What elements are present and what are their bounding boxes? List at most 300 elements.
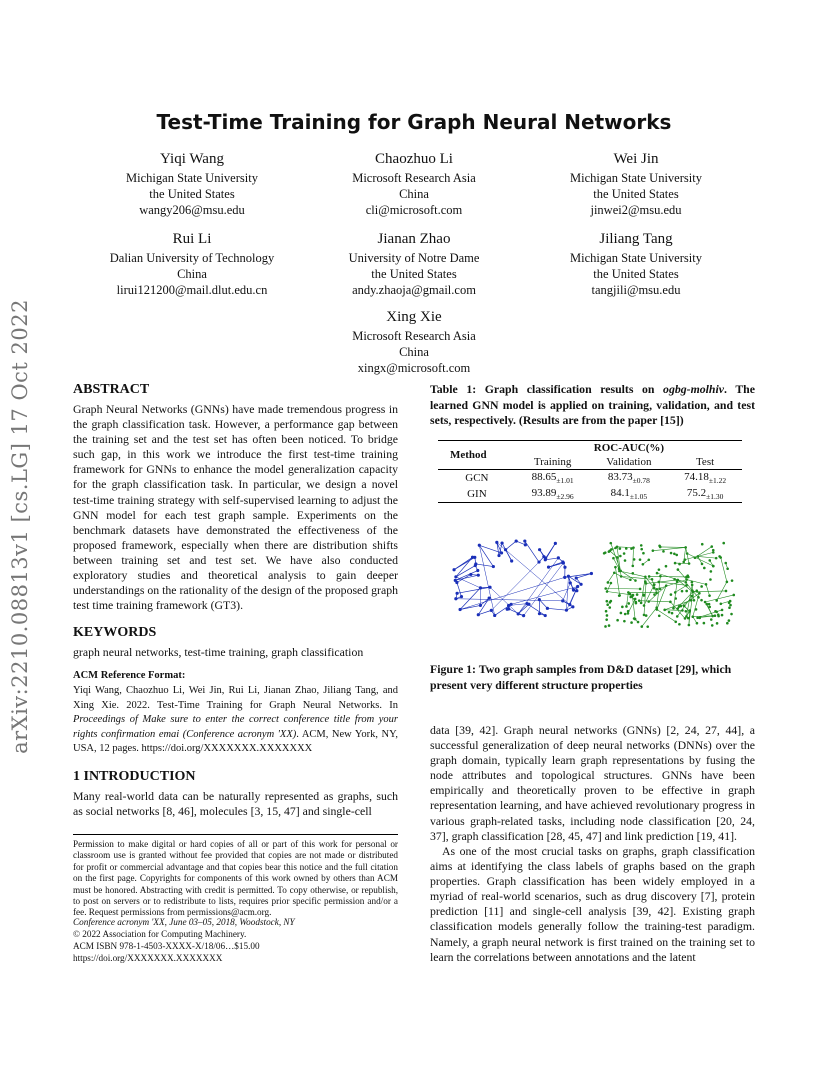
graph-node [701, 543, 704, 546]
graph-node [619, 547, 622, 550]
graph-node [640, 544, 643, 547]
graph-node [606, 614, 609, 617]
graph-node [639, 588, 642, 591]
graph-node [642, 563, 645, 566]
graph-node [640, 625, 643, 628]
graph-node [647, 600, 650, 603]
graph-node [710, 570, 713, 573]
graph-node [527, 603, 530, 606]
graph-node [705, 603, 708, 606]
author-name: Jiliang Tang [599, 231, 673, 247]
graph-node [479, 604, 482, 607]
graph-node [614, 547, 617, 550]
author-name: Wei Jin [613, 151, 659, 167]
graph-node [729, 604, 732, 607]
graph-node [515, 539, 518, 542]
graph-edge [657, 586, 666, 610]
graph-node [561, 599, 564, 602]
cell [516, 470, 590, 487]
graph-node [625, 605, 628, 608]
graph-node [674, 591, 677, 594]
graph-node [665, 565, 668, 568]
arxiv-stamp [0, 291, 40, 761]
cell [590, 486, 669, 503]
graph-node [608, 624, 611, 627]
author-name: Chaozhuo Li [375, 151, 453, 167]
graph-node [711, 615, 714, 618]
author-affiliation: Dalian University of Technology [109, 251, 275, 265]
table-row [438, 486, 742, 503]
graph-node [703, 567, 706, 570]
col-header: Training [516, 455, 590, 470]
graph-node [674, 562, 677, 565]
graph-node [715, 599, 718, 602]
graph-node [705, 583, 708, 586]
graph-edge [478, 610, 491, 614]
graph-node [625, 547, 628, 550]
graph-node [605, 610, 608, 613]
author-country: China [399, 345, 429, 359]
author-email: xingx@microsoft.com [357, 361, 471, 375]
graph-node [554, 542, 557, 545]
keywords-heading: KEYWORDS [73, 625, 157, 640]
graph-node [610, 582, 613, 585]
arxiv-stamp-text: arXiv:2210.08813v1 [cs.LG] 17 Oct 2022 [8, 298, 32, 754]
graph-node [572, 589, 575, 592]
graph-node [636, 593, 639, 596]
cell [668, 470, 742, 487]
graph-node [687, 617, 690, 620]
graph-node [685, 584, 688, 587]
graph-node [714, 614, 717, 617]
graph-node [640, 602, 643, 605]
graph-node [624, 559, 627, 562]
caption-part: . The learned GNN model is applied on training, validation, and test sets, respectively. (Results are from the paper [15]) [430, 382, 755, 427]
graph-node [568, 603, 571, 606]
cell-std: ±2.96 [556, 492, 574, 502]
graph-node [632, 572, 635, 575]
author-name: Yiqi Wang [160, 151, 224, 167]
graph-node [662, 550, 665, 553]
introduction-heading: 1 INTRODUCTION [73, 769, 196, 784]
author-affiliation: Microsoft Research Asia [352, 171, 476, 185]
graph-node [506, 608, 509, 611]
graph-node [642, 552, 645, 555]
graph-edge [506, 541, 517, 550]
cell-std: ±1.01 [556, 476, 574, 486]
isbn-line: ACM ISBN 978-1-4503-XXXX-X/18/06…$15.00 [73, 941, 260, 951]
graph-node [604, 587, 607, 590]
graph-node [657, 581, 660, 584]
author-affiliation: Michigan State University [126, 171, 258, 185]
graph-node [701, 563, 704, 566]
cell [590, 470, 669, 487]
graph-node [720, 602, 723, 605]
graph-node [537, 560, 540, 563]
paper-title: Test-Time Training for Graph Neural Networks [156, 110, 672, 134]
graph-node [488, 597, 491, 600]
graph-node [629, 578, 632, 581]
graph-node [635, 602, 638, 605]
graph-node [717, 613, 720, 616]
author-block [294, 150, 534, 218]
graph-node [728, 606, 731, 609]
author-email: cli@microsoft.com [365, 203, 463, 217]
graph-node [627, 602, 630, 605]
cell-std: ±1.22 [708, 476, 727, 486]
table-caption [430, 382, 755, 429]
graph-node [608, 550, 611, 553]
graph-node [624, 613, 627, 616]
graph-node [469, 573, 472, 576]
graph-node [478, 544, 481, 547]
graph-node [686, 552, 689, 555]
graph-node [656, 572, 659, 575]
graph-node [663, 609, 666, 612]
graph-node [538, 612, 541, 615]
graph-node [685, 578, 688, 581]
author-block [72, 230, 312, 298]
author-country: the United States [593, 187, 679, 201]
author-country: the United States [371, 267, 457, 281]
graph-edge [639, 601, 670, 602]
graph-node [623, 620, 626, 623]
graph-edge [698, 556, 716, 558]
graph-node [691, 615, 694, 618]
graph-node [698, 592, 701, 595]
graph-node [634, 618, 637, 621]
graph-node [715, 557, 718, 560]
graph-node [653, 587, 656, 590]
graph-node [716, 622, 719, 625]
graph-node [479, 586, 482, 589]
graph-node [722, 542, 725, 545]
graph-node [670, 552, 673, 555]
graph-node [684, 558, 687, 561]
graph-node [681, 590, 684, 593]
graph-node [454, 579, 457, 582]
graph-node [473, 556, 476, 559]
graph-node [575, 576, 578, 579]
graph-edge [497, 542, 570, 604]
graph-edge [607, 583, 611, 592]
graph-node [670, 593, 673, 596]
graph-node [729, 600, 732, 603]
graph-edge [673, 582, 677, 609]
graph-edge [665, 610, 683, 611]
graph-node [656, 588, 659, 591]
graph-node [724, 562, 727, 565]
col-header: Test [668, 455, 742, 470]
author-affiliation: Microsoft Research Asia [352, 329, 476, 343]
graph-node [646, 625, 649, 628]
graph-node [697, 596, 700, 599]
author-block [72, 150, 312, 218]
graph-edge [524, 563, 564, 616]
graph-node [674, 597, 677, 600]
graph-node [725, 590, 728, 593]
graph-node [517, 612, 520, 615]
doi-line: https://doi.org/XXXXXXX.XXXXXXX [73, 953, 223, 963]
graph-node [684, 617, 687, 620]
graph-node [691, 589, 694, 592]
author-country: the United States [149, 187, 235, 201]
graph-node [455, 592, 458, 595]
author-block [294, 230, 534, 298]
graph-node [606, 590, 609, 593]
graph-node [648, 559, 651, 562]
graph-edge [456, 577, 480, 588]
graph-node [634, 598, 637, 601]
graph-node [682, 561, 685, 564]
introduction-text-right-cont: As one of the most crucial tasks on graphs, graph classification aims at identifying the class labels of graphs based on the graph properties. Graph classification has been widely employed in a myriad of real-world scenarios, such as drug discovery [7], protein prediction [11] and single-cell analysis [39, 42]. Existing graph classification models generally follow the training-test paradigm. Namely, a graph neural network is first trained on the training set to learn the correlations between annotations and the latent [430, 844, 755, 964]
graph-node [563, 576, 566, 579]
graph-node [605, 618, 608, 621]
cell-value: 84.1 [610, 487, 630, 500]
graph-node [616, 619, 619, 622]
graph-node [655, 606, 658, 609]
copyright-line: © 2022 Association for Computing Machinery. [73, 929, 247, 939]
author-affiliation: Michigan State University [570, 251, 702, 265]
graph-node [704, 601, 707, 604]
graph-edge [476, 564, 493, 567]
graph-edge [644, 583, 646, 615]
graph-node [665, 584, 668, 587]
graph-node [557, 556, 560, 559]
graph-node [675, 554, 678, 557]
caption-part: Table 1: Graph classification results on [430, 382, 664, 396]
graph-node [567, 575, 570, 578]
graph-node [677, 568, 680, 571]
graph-edge [563, 583, 571, 601]
col-group: ROC-AUC(%) [593, 442, 665, 454]
graph-node [688, 610, 691, 613]
graph-node [640, 548, 643, 551]
graph-node [643, 594, 646, 597]
author-country: the United States [593, 267, 679, 281]
graph-node [652, 549, 655, 552]
graph-node [708, 603, 711, 606]
graph-node [697, 555, 700, 558]
graph-node [621, 606, 624, 609]
graph-node [685, 581, 688, 584]
graph-edge [646, 580, 678, 583]
graph-edge [539, 600, 547, 609]
graph-node [731, 579, 734, 582]
graph-node [687, 576, 690, 579]
graph-node [565, 609, 568, 612]
col-header: Validation [590, 455, 669, 470]
author-country: China [177, 267, 207, 281]
graph-node [659, 587, 662, 590]
graph-node [696, 616, 699, 619]
permission-notice: Permission to make digital or hard copies of all or part of this work for personal or classroom use is granted without fee provided that copies are not made or distributed for profit or commercial advantage and that copies bear this notice and the full citation on the first page. Copyrights for components of this work owned by others than ACM must be honored. Abstracting with credit is permitted. To copy otherwise, or republish, to post on servers or to redistribute to lists, requires prior specific permission and/or a fee. Request permissions from permissions@acm.org. [73, 839, 398, 918]
author-affiliation: Michigan State University [570, 171, 702, 185]
graph-node [522, 614, 525, 617]
graph-node [633, 558, 636, 561]
abstract-text: Graph Neural Networks (GNNs) have made tremendous progress in the graph classification task. However, a performance gap between the training set and the test set has often been noticed. To bridge such gap, in this work we introduce the first test-time training framework for GNNs to enhance the model generalization capacity for the graph classification task. In particular, we design a novel test-time training strategy with self-supervised learning to adjust the GNN model for each test graph sample. Experiments on the benchmark datasets have demonstrated the effectiveness of the proposed framework, especially when there are distribution shifts between training set and test set. We have also conducted exploratory studies and theoretical analysis to gain deeper understandings on the rationality of the design of the proposed graph test time training framework (GT3). [73, 402, 398, 613]
graph-node [590, 572, 593, 575]
cell-std: ±0.78 [632, 476, 650, 486]
graph-node [500, 541, 503, 544]
footnote-rule [73, 834, 398, 835]
graph-node [492, 565, 495, 568]
graph-node [644, 580, 647, 583]
graph-node [504, 548, 507, 551]
graph-edge [456, 599, 563, 601]
graph-node [694, 556, 697, 559]
author-email: andy.zhaoja@gmail.com [352, 283, 476, 297]
graph-node [630, 621, 633, 624]
introduction-text-left: Many real-world data can be naturally represented as graphs, such as social networks [8, 46], molecules [3, 15, 47] and single-cell [73, 789, 398, 819]
graph-node [669, 601, 672, 604]
graph-node [715, 611, 718, 614]
graph-node [538, 548, 541, 551]
graph-edge [610, 551, 618, 558]
cell-value: 74.18 [684, 471, 709, 483]
row-method: GIN [467, 488, 487, 501]
graph-edge [545, 558, 558, 560]
graph-node [623, 552, 626, 555]
graph-edge [457, 587, 490, 593]
graph-node [681, 609, 684, 612]
graph-node [460, 595, 463, 598]
cell [516, 486, 590, 503]
graph-node [634, 579, 637, 582]
cell-value: 93.89 [531, 487, 557, 500]
graph-node [616, 556, 619, 559]
graph-node [712, 549, 715, 552]
graph-node [691, 584, 694, 587]
graph-node [653, 584, 656, 587]
graph-node [728, 619, 731, 622]
author-name: Jianan Zhao [377, 231, 451, 247]
graph-node [712, 565, 715, 568]
graph-node [721, 609, 724, 612]
graph-edge [678, 570, 687, 580]
graph-node [700, 585, 703, 588]
author-country: China [399, 187, 429, 201]
author-email: wangy206@msu.edu [139, 203, 245, 217]
figure-caption: Figure 1: Two graph samples from D&D dataset [29], which present very different structure properties [430, 662, 732, 692]
graph-node [695, 608, 698, 611]
conference-line: Conference acronym 'XX, June 03–05, 2018, Woodstock, NY [73, 917, 295, 927]
graph-edge [525, 541, 539, 562]
graph-node [627, 612, 630, 615]
graph-node [673, 578, 676, 581]
graph-node [544, 614, 547, 617]
graph-node [730, 613, 733, 616]
graph-node [452, 568, 455, 571]
graph-node [643, 614, 646, 617]
graph-node [606, 603, 609, 606]
graph-edge [547, 608, 566, 610]
graph-node [618, 570, 621, 573]
graph-node [695, 589, 698, 592]
graph-node [710, 545, 713, 548]
graph-node [609, 542, 612, 545]
graph-node [676, 607, 679, 610]
graph-sample-left [438, 530, 598, 640]
row-method: GCN [465, 472, 489, 485]
graph-node [721, 614, 724, 617]
graph-node [488, 586, 491, 589]
cell-value: 83.73 [607, 471, 633, 483]
graph-node [648, 575, 651, 578]
author-name: Rui Li [172, 231, 212, 247]
graph-node [732, 594, 735, 597]
graph-node [603, 552, 606, 555]
graph-node [683, 605, 686, 608]
graph-node [658, 568, 661, 571]
graph-node [726, 581, 729, 584]
author-email: lirui121200@mail.dlut.edu.cn [116, 283, 268, 297]
graph-node [579, 583, 582, 586]
graph-node [655, 591, 658, 594]
graph-edge [608, 573, 614, 583]
graph-node [703, 622, 706, 625]
graph-node [708, 594, 711, 597]
graph-node [631, 565, 634, 568]
graph-edge [518, 604, 529, 614]
graph-node [673, 553, 676, 556]
author-affiliation: University of Notre Dame [348, 251, 480, 265]
graph-edge [706, 584, 710, 595]
graph-edge [460, 576, 568, 609]
graph-node [718, 555, 721, 558]
cell-std: ±1.30 [706, 492, 724, 502]
graph-node [474, 562, 477, 565]
graph-node [712, 551, 715, 554]
graph-node [454, 597, 457, 600]
graph-node [629, 593, 632, 596]
graph-edge [657, 573, 686, 582]
cell-value: 75.2 [686, 487, 707, 500]
author-block [294, 308, 534, 376]
acm-ref-text [73, 684, 398, 757]
graph-node [685, 610, 688, 613]
introduction-text-right: data [39, 42]. Graph neural networks (GNNs) [2, 24, 27, 44], a successful generalization of deep neural networks (DNNs) over the graph domain, typically learn graph representations by fusing the node attributes and topological structures. GNNs have been empirically and theoretically proven to be effective in graph representation learning, and have achieved revolutionary progress in various graph-related tasks, including node classification [20, 24, 37], graph classification [28, 45, 47] and link prediction [19, 41]. [430, 723, 755, 843]
graph-node [510, 559, 513, 562]
graph-node [678, 605, 681, 608]
graph-node [524, 543, 527, 546]
graph-node [710, 618, 713, 621]
graph-node [500, 551, 503, 554]
table-row [438, 470, 742, 487]
graph-node [644, 575, 647, 578]
abstract-heading: ABSTRACT [73, 382, 150, 397]
acm-ref-part: Yiqi Wang, Chaozhuo Li, Wei Jin, Rui Li, Jianan Zhao, Jiliang Tang, and Xing Xie. 2022. Test-Time Training for Graph Neural Networks. In [73, 685, 398, 711]
graph-edge [511, 587, 578, 605]
author-email: jinwei2@msu.edu [590, 203, 682, 217]
graph-node [676, 615, 679, 618]
graph-node [620, 612, 623, 615]
graph-node [571, 605, 574, 608]
graph-node [604, 625, 607, 628]
graph-node [619, 555, 622, 558]
graph-node [547, 566, 550, 569]
graph-edge [455, 575, 478, 580]
graph-node [563, 566, 566, 569]
graph-edge [687, 580, 706, 585]
graph-node [576, 585, 579, 588]
graph-node [726, 567, 729, 570]
graph-node [659, 575, 662, 578]
graph-edge [576, 573, 591, 578]
graph-node [674, 621, 677, 624]
author-email: tangjili@msu.edu [591, 283, 681, 297]
graph-node [700, 599, 703, 602]
